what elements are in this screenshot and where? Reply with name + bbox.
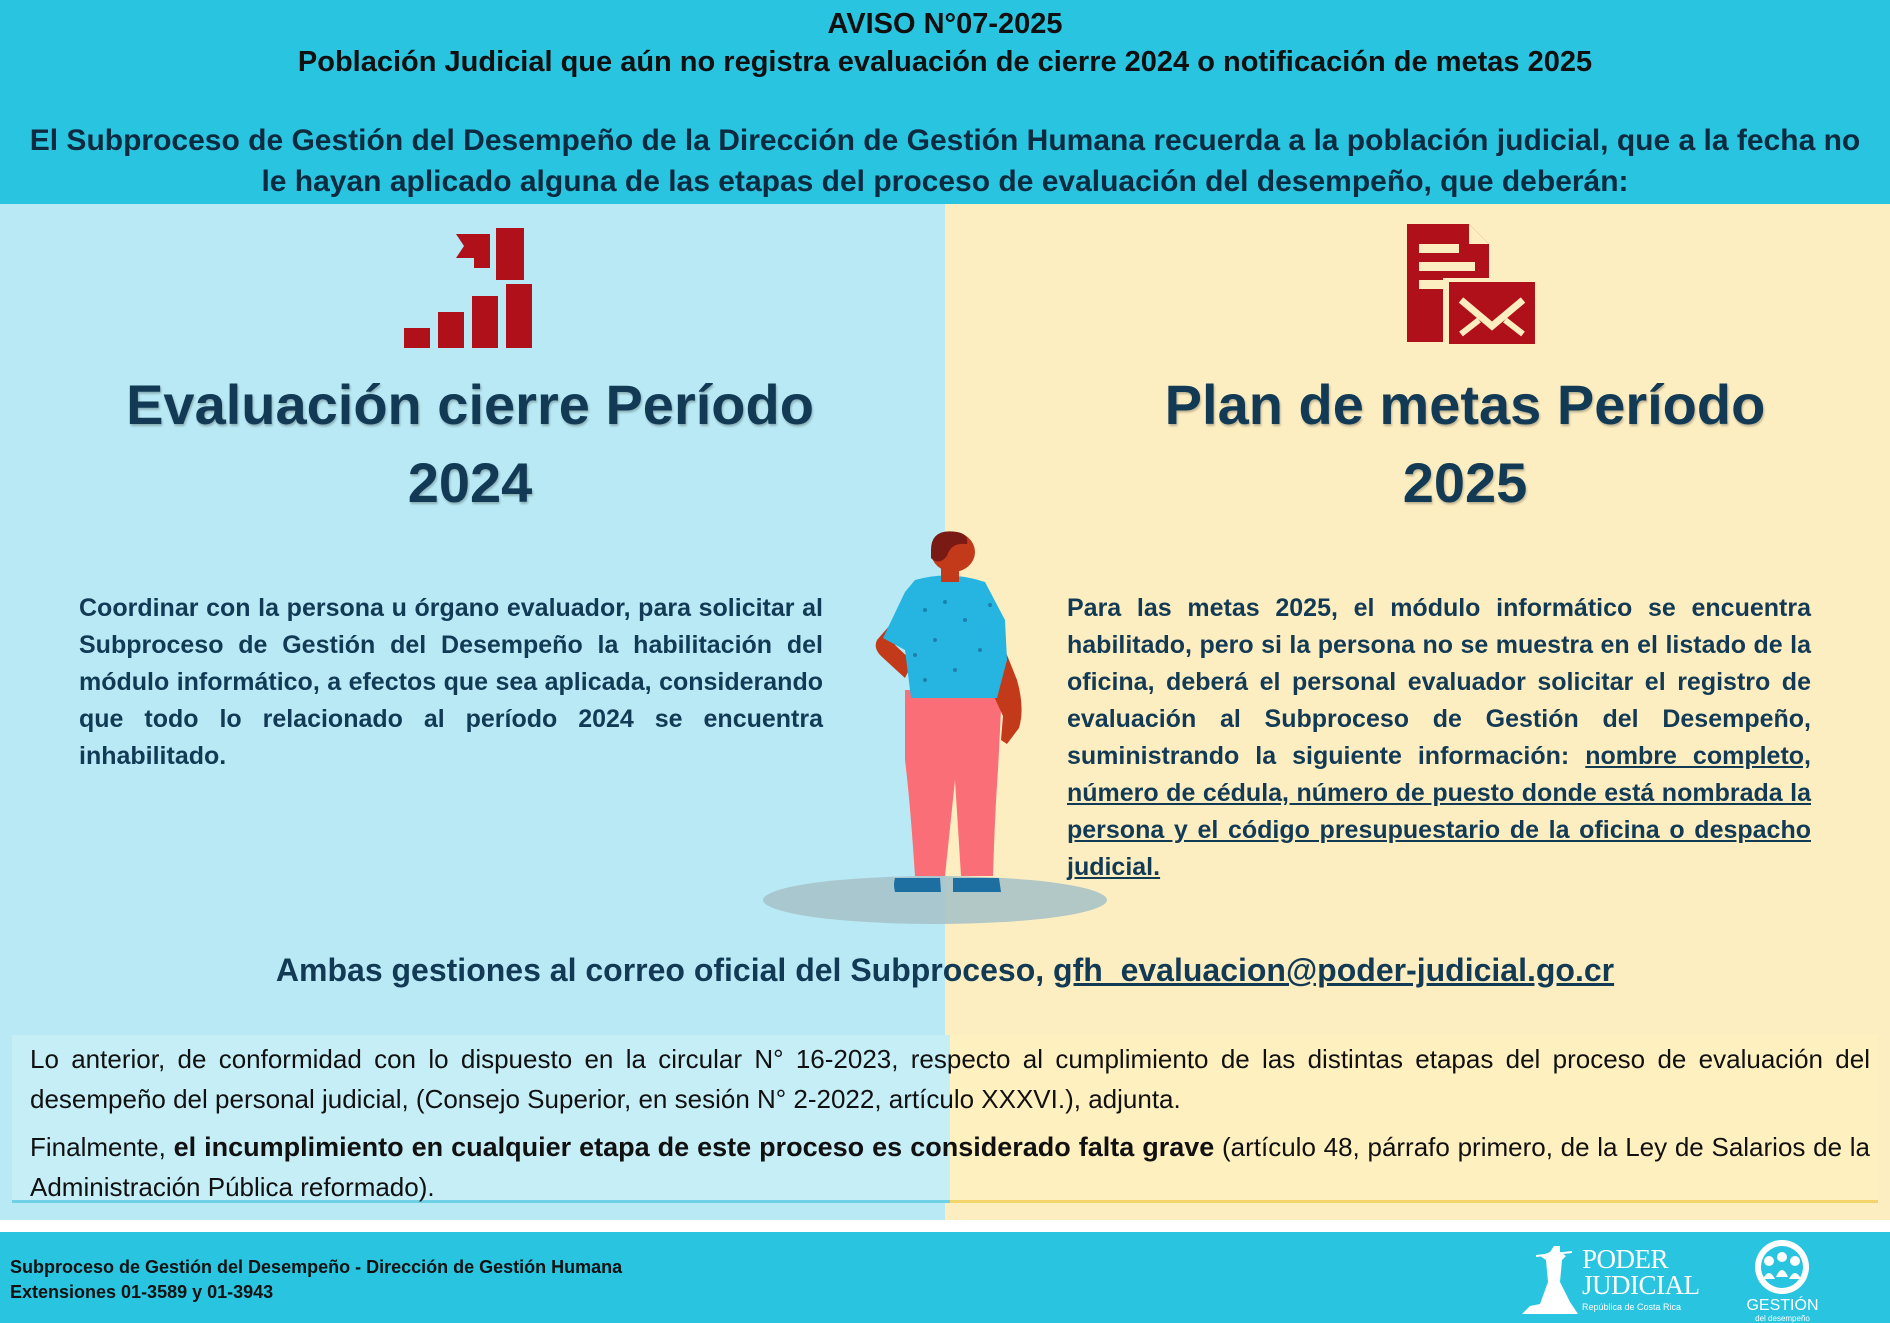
documents-envelope-icon	[1405, 222, 1537, 351]
header-banner	[0, 0, 1890, 204]
conformity-paragraph-2: Finalmente, el incumplimiento en cualquier etapa de este proceso es considerado falta grave (artículo 48, párrafo primero, de la Ley de Salarios de la Administración Pública reformado).	[30, 1132, 1870, 1202]
notice-number: AVISO N°07-2025	[827, 8, 1063, 40]
email-prefix: Ambas gestiones al correo oficial del Subproceso,	[275, 952, 1054, 988]
right-title-line2: 2025	[1402, 451, 1528, 514]
serious-fault-warning: el incumplimiento en cualquier etapa de este proceso es considerado falta grave	[173, 1132, 1215, 1162]
logo-gd-sub: del desempeño	[1755, 1314, 1810, 1323]
conformity-paragraph-1: Lo anterior, de conformidad con lo dispuesto en la circular N° 16-2023, respecto al cumplimiento de las distintas etapas del proceso de evaluación del desempeño del personal judicial, (Consejo Superior, en sesión N° 2-2022, artículo XXXVI.), adjunta.	[30, 1044, 1870, 1114]
person-illustration	[755, 530, 1115, 935]
left-instructions: Coordinar con la persona u órgano evaluador, para solicitar al Subproceso de Gestión del Desempeño la habilitación del módulo informático, a efectos que sea aplicada, considerando que todo lo relacionado al período 2024 se encuentra inhabilitado.	[79, 594, 823, 770]
logo-pj-country: República de Costa Rica	[1582, 1302, 1682, 1312]
right-instructions	[1067, 590, 1811, 886]
left-title	[90, 366, 850, 522]
conformity-text	[30, 1039, 1870, 1215]
conformity-box	[12, 1035, 1878, 1203]
footer-department: Subproceso de Gestión del Desempeño - Dirección de Gestión Humana	[10, 1257, 623, 1277]
email-instruction	[0, 952, 1890, 989]
logo-pj-line1: PODER	[1582, 1244, 1669, 1274]
right-instructions-plain: Para las metas 2025, el módulo informático se encuentra habilitado, pero si la persona no se muestra en el listado de la oficina, deberá el personal evaluador solicitar el registro de evaluación al Subproceso de Gestión del Desempeño, suministrando la siguiente información:	[1067, 594, 1811, 770]
left-title-line2: 2024	[407, 451, 533, 514]
email-link[interactable]: gfh_evaluacion@poder-judicial.go.cr	[1053, 952, 1615, 988]
notice-subtitle: Población Judicial que aún no registra evaluación de cierre 2024 o notificación de metas 2025	[297, 46, 1593, 78]
right-title	[1085, 366, 1845, 522]
right-instructions-required-info: nombre completo, número de cédula, número de puesto donde está nombrada la persona y el código presupuestario de la oficina o despacho judicial.	[1067, 742, 1811, 881]
justice-statue-icon	[1520, 1242, 1580, 1317]
logo-pj-line2: JUDICIAL	[1582, 1270, 1700, 1300]
notice-intro: El Subproceso de Gestión del Desempeño de la Dirección de Gestión Humana recuerda a la población judicial, que a la fecha no le hayan aplicado alguna de las etapas del proceso de evaluación del desempeño, que deberán:	[29, 124, 1861, 198]
people-circle-icon	[1735, 1237, 1830, 1297]
footer	[0, 1232, 1890, 1323]
bar-chart-flag-icon	[400, 224, 540, 354]
footer-extensions: Extensiones 01-3589 y 01-3943	[10, 1282, 274, 1302]
poder-judicial-logo	[1520, 1242, 1700, 1317]
gestion-desempeno-logo	[1735, 1237, 1830, 1321]
right-title-line1: Plan de metas Período	[1164, 373, 1766, 436]
left-title-line1: Evaluación cierre Período	[126, 373, 814, 436]
logo-gd-main: GESTIÓN	[1746, 1297, 1819, 1314]
